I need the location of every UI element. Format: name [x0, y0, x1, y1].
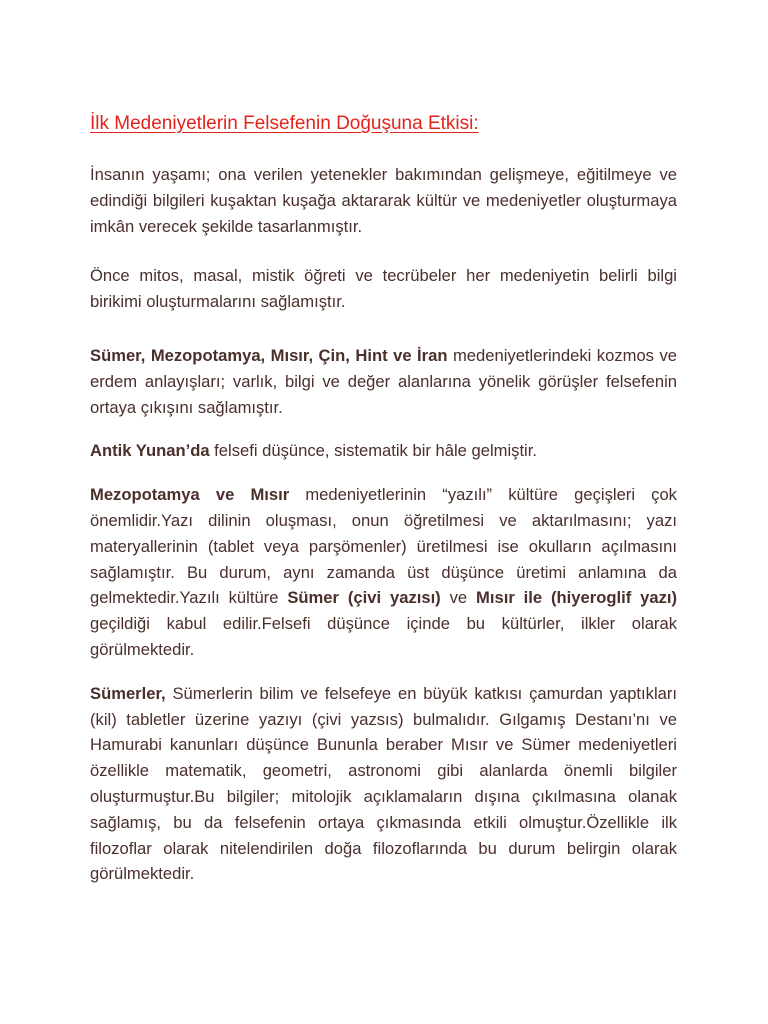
paragraph-6 — [90, 681, 677, 887]
paragraph-2: Önce mitos, masal, mistik öğreti ve tecrübeler her medeniyetin belirli bilgi birikimi oluşturmalarını sağlamıştır. — [90, 266, 677, 312]
document-title: İlk Medeniyetlerin Felsefenin Doğuşuna Etkisi: — [90, 113, 479, 134]
paragraph-6-text: Sümerlerin bilim ve felsefeye en büyük katkısı çamurdan yaptıkları (kil) tabletler üzerine yazıyı (çivi yazsıs) bulmalıdır. Gılgamış Destanı’nı ve Hamurabi kanunları düşünce Bununla beraber Mısır ve Sümer medeniyetleri özellikle matematik, geometri, astronomi gibi alanlarda önemli bilgiler oluşturmuştur.Bu bilgiler; mitolojik açıklamaların dışına çıkılmasına olanak sağlamış, bu da felsefenin ortaya çıkmasında etkili olmuştur.Özellikle ilk filozoflar olarak nitelendirilen doğa filozoflarında bu durum belirgin olarak görülmektedir. — [90, 683, 677, 884]
paragraph-6-bold: Sümerler, — [90, 683, 166, 703]
paragraph-3-bold: Sümer, Mezopotamya, Mısır, Çin, Hint ve İran — [90, 345, 448, 365]
paragraph-3-text: medeniyetlerindeki kozmos ve erdem anlayışları; varlık, bilgi ve değer alanlarına yönelik görüşler felsefenin ortaya çıkışını sağlamıştır. — [90, 345, 677, 417]
paragraph-4-text: felsefi düşünce, sistematik bir hâle gelmiştir. — [209, 441, 537, 461]
paragraph-4-bold: Antik Yunan’da — [90, 441, 210, 461]
paragraph-5-bold-2: Sümer (çivi yazısı) — [287, 588, 441, 608]
paragraph-4 — [90, 438, 677, 464]
paragraph-5-text-1: medeniyetlerinin “yazılı” kültüre geçişleri çok önemlidir.Yazı dilinin oluşması, onun öğretilmesi ve aktarılmasını; yazı materyallerinin (tablet veya parşömenler) üretilmesi ise okulların açılmasını sağlamıştır. Bu durum, aynı zamanda üst düşünce üretimi anlamına da gelmektedir.Yazılı kültüre — [90, 485, 677, 608]
paragraph-5-bold-1: Mezopotamya ve Mısır — [90, 485, 290, 505]
paragraph-5-text-2: ve — [440, 588, 477, 608]
paragraph-1: İnsanın yaşamı; ona verilen yetenekler bakımından gelişmeye, eğitilmeye ve edindiği bilgileri kuşaktan kuşağa aktararak kültür ve medeniyetler oluşturmaya imkân verecek şekilde tasarlanmıştır. — [90, 165, 677, 236]
paragraph-5-bold-3: Mısır ile (hiyeroglif yazı) — [476, 588, 678, 608]
paragraph-3 — [90, 343, 677, 420]
paragraph-5 — [90, 482, 677, 663]
document-page — [90, 112, 677, 887]
paragraph-5-text-3: geçildiği kabul edilir.Felsefi düşünce içinde bu kültürler, ilkler olarak görülmektedir. — [90, 614, 677, 659]
